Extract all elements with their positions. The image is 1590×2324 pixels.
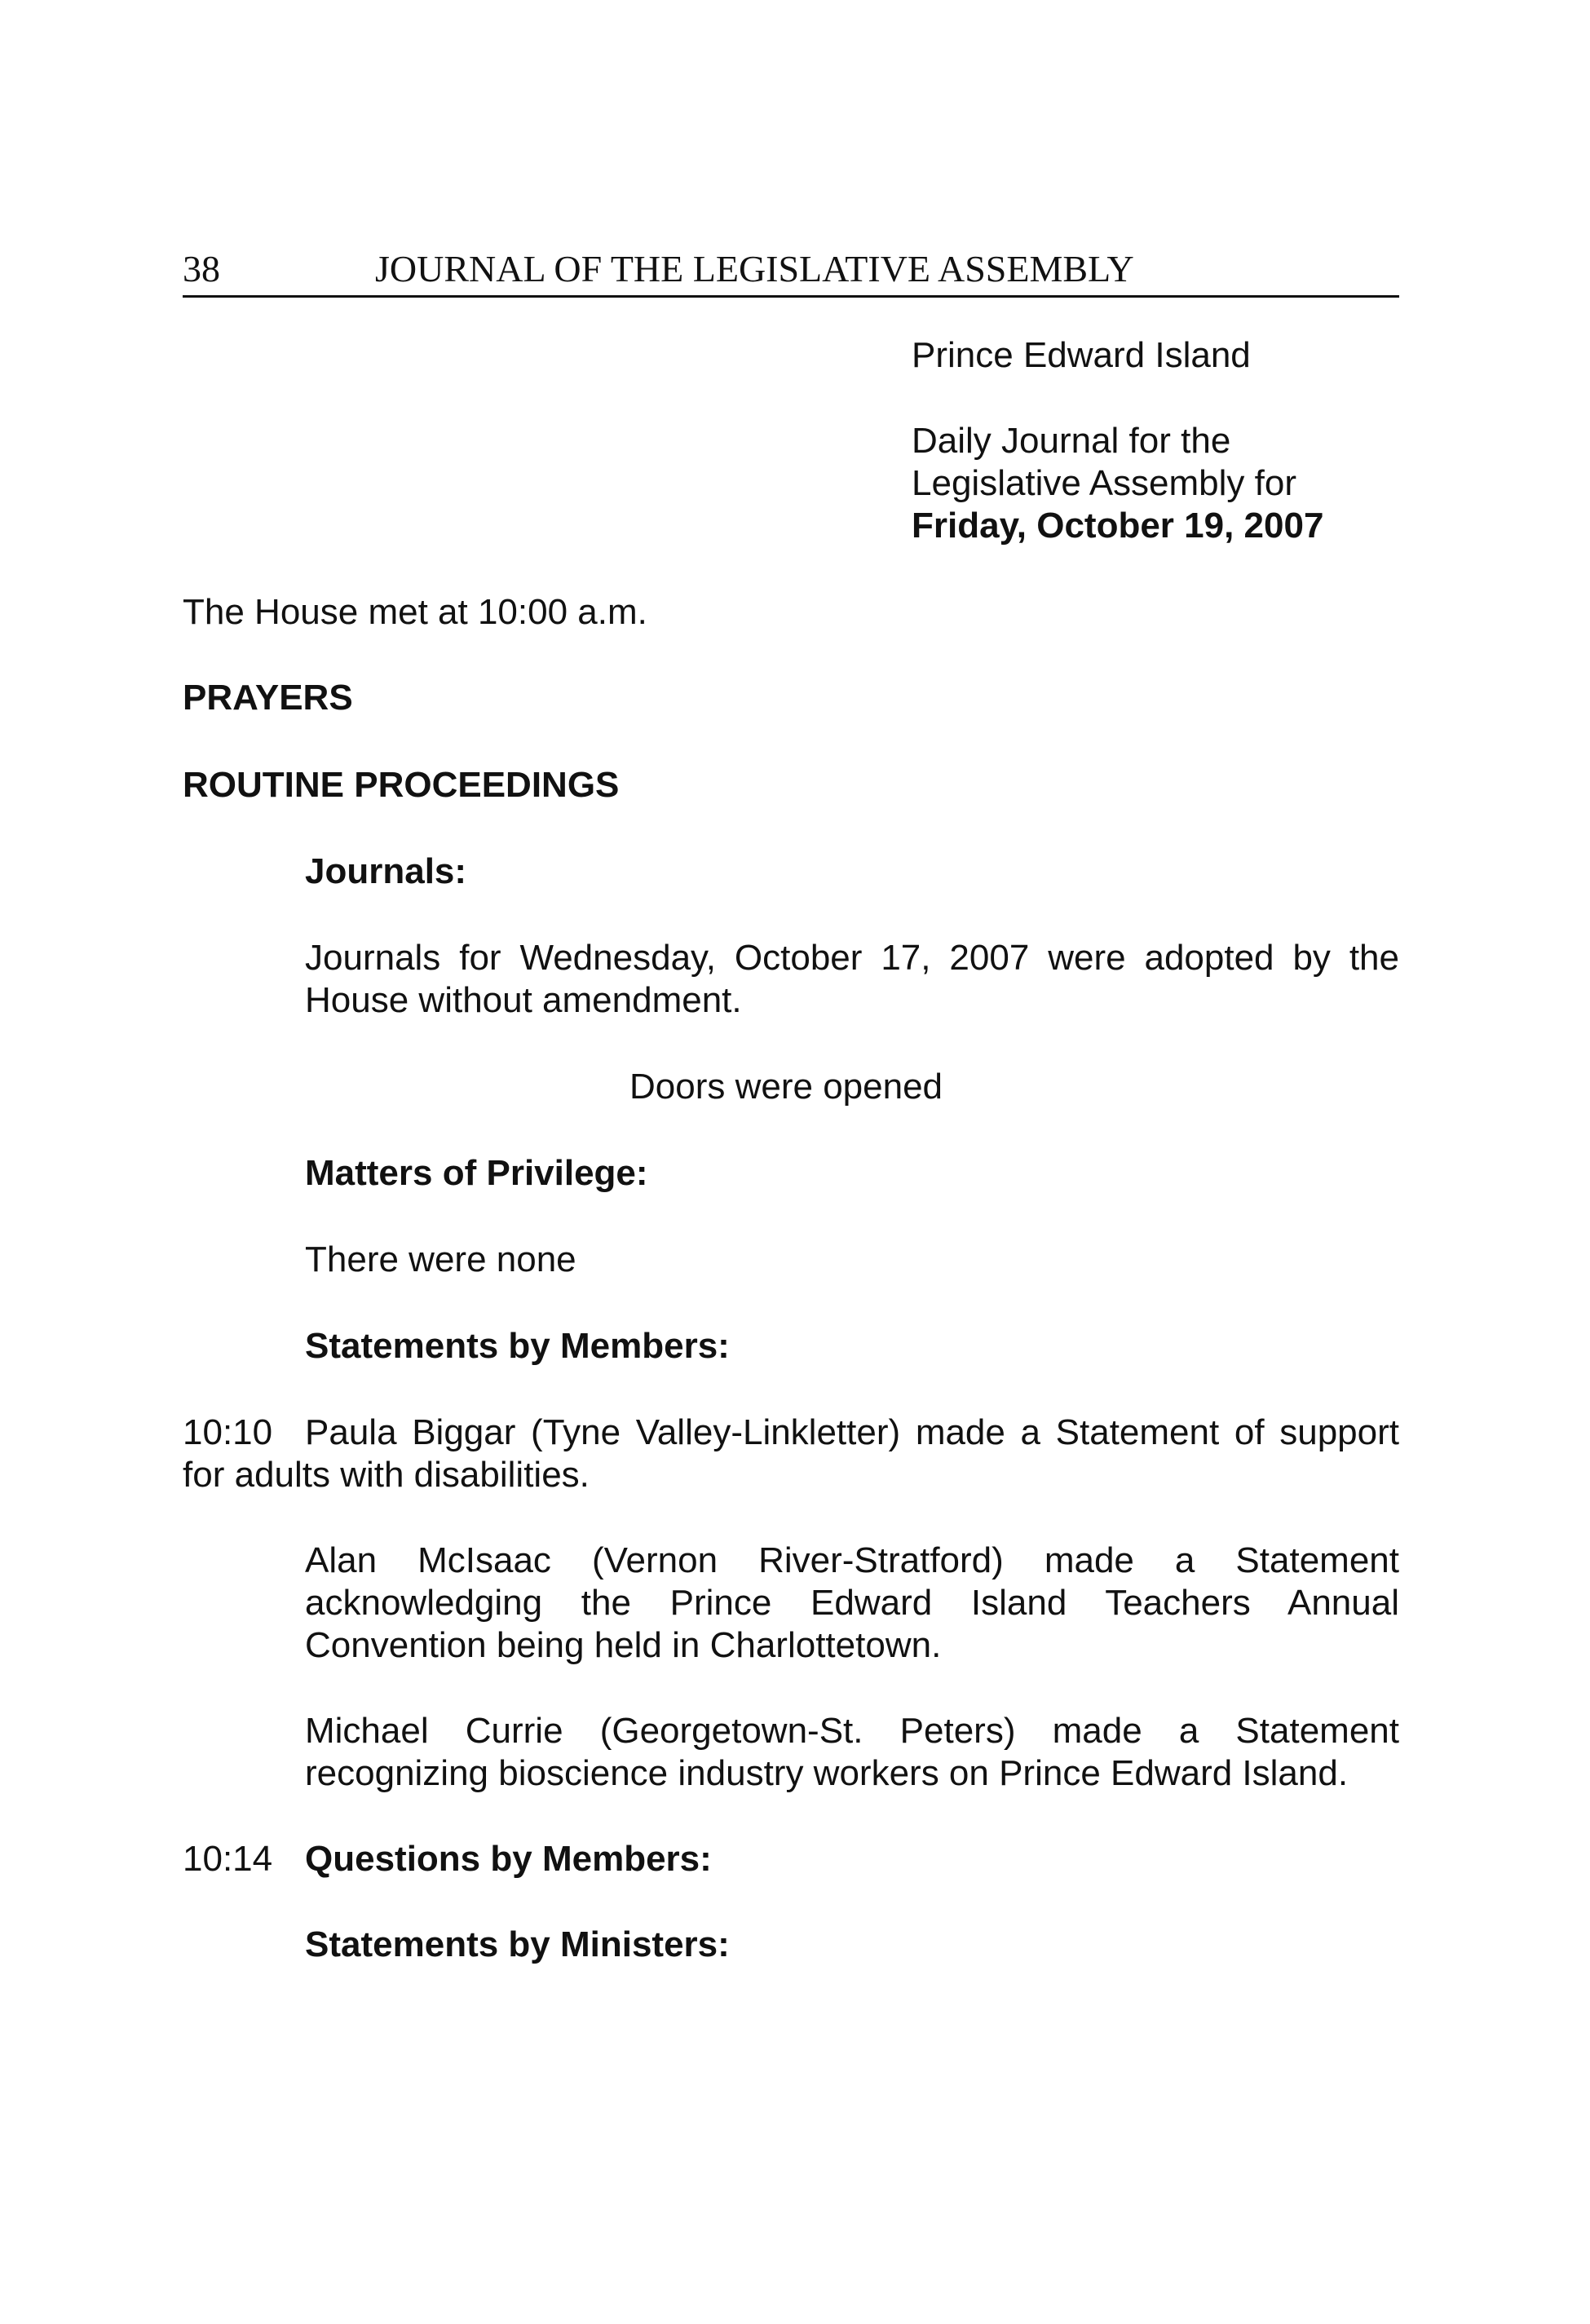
routine-proceedings-heading: ROUTINE PROCEEDINGS <box>183 765 620 805</box>
statement1-line1-wrap <box>305 1412 1399 1454</box>
house-met-text: The House met at 10:00 a.m. <box>183 592 647 632</box>
journals-heading: Journals: <box>305 851 467 891</box>
privilege-heading: Matters of Privilege: <box>305 1153 648 1193</box>
privilege-text: There were none <box>305 1239 576 1279</box>
journals-paragraph <box>305 937 1399 1022</box>
journals-text-line: House without amendment. <box>305 980 742 1020</box>
statements-by-ministers-heading: Statements by Ministers: <box>305 1924 730 1964</box>
doors-opened-text: Doors were opened <box>629 1067 943 1107</box>
statement3-line: Michael Currie (Georgetown-St. Peters) made a Statement <box>305 1711 1399 1751</box>
statement1-line2: for adults with disabilities. <box>183 1455 590 1495</box>
province-name: Prince Edward Island <box>912 335 1251 375</box>
questions-time: 10:14 <box>183 1839 273 1879</box>
prayers-heading: PRAYERS <box>183 678 353 718</box>
journals-text-line: Journals for Wednesday, October 17, 2007 were adopted by the <box>305 938 1399 978</box>
statement2-paragraph <box>305 1540 1399 1667</box>
statement2-line: Convention being held in Charlottetown. <box>305 1625 942 1665</box>
statement1-line: Paula Biggar (Tyne Valley-Linkletter) made a Statement of support <box>305 1412 1399 1452</box>
journal-date: Friday, October 19, 2007 <box>912 506 1324 546</box>
statement2-line: Alan McIsaac (Vernon River-Stratford) made a Statement <box>305 1540 1399 1580</box>
running-title: JOURNAL OF THE LEGISLATIVE ASSEMBLY <box>375 248 1134 289</box>
journal-title-line1: Daily Journal for the <box>912 421 1231 461</box>
statement3-line: recognizing bioscience industry workers on Prince Edward Island. <box>305 1753 1349 1793</box>
statement2-line: acknowledging the Prince Edward Island Teachers Annual <box>305 1583 1399 1623</box>
page-header <box>183 245 1399 298</box>
questions-by-members-heading: Questions by Members: <box>305 1839 712 1879</box>
statements-by-members-heading: Statements by Members: <box>305 1326 730 1366</box>
journal-title-line2: Legislative Assembly for <box>912 463 1296 503</box>
statement1-time: 10:10 <box>183 1412 273 1452</box>
statement3-paragraph <box>305 1710 1399 1795</box>
page-number: 38 <box>183 248 220 289</box>
